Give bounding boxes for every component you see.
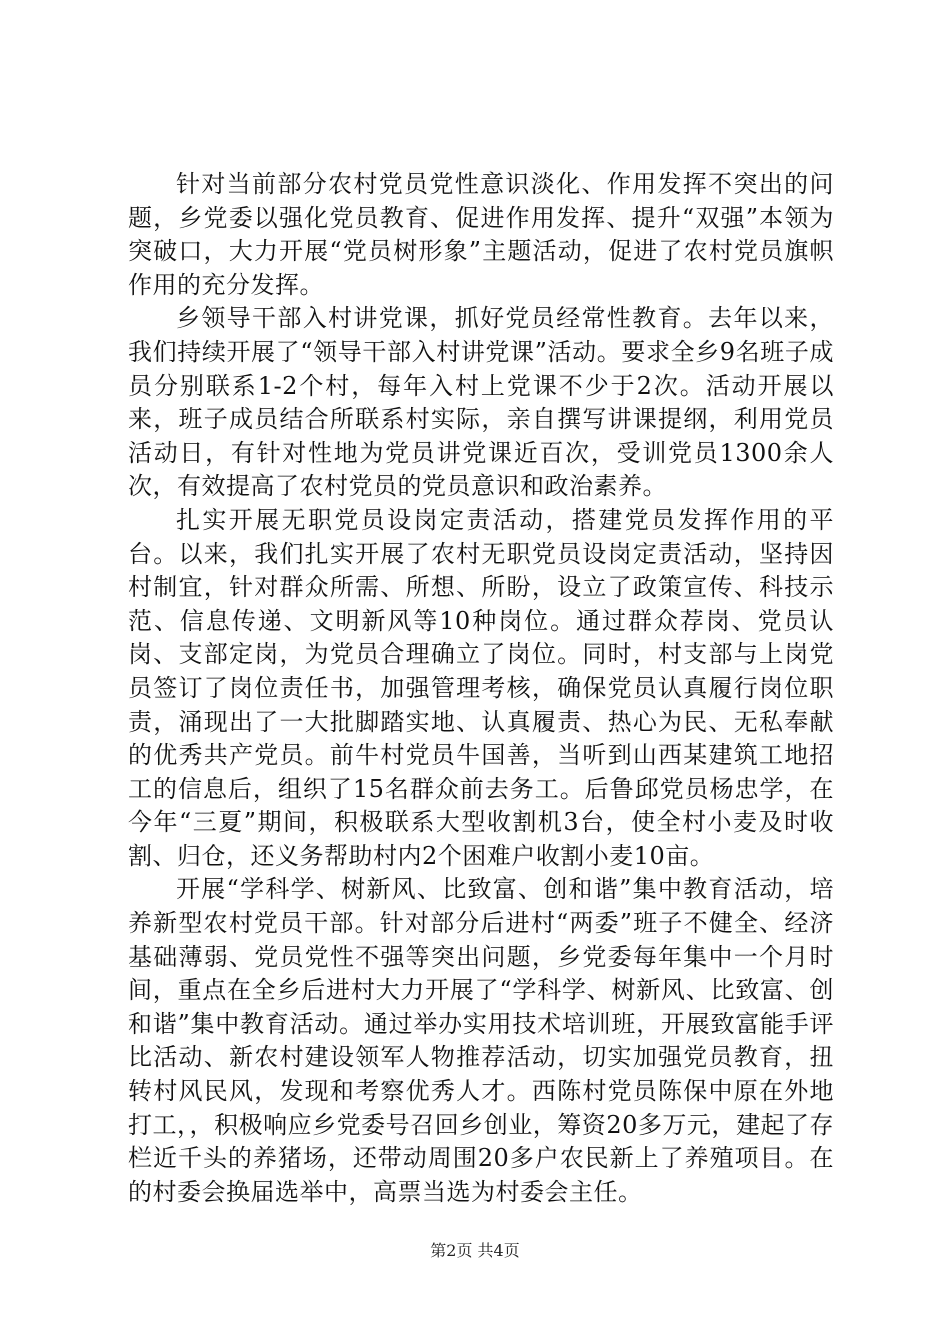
paragraph-post-responsibility: 扎实开展无职党员设岗定责活动，搭建党员发挥作用的平台。以来，我们扎实开展了农村无职党员设岗定责活动，坚持因村制宜，针对群众所需、所想、所盼，设立了政策宣传、科技示范、信息传递、文明新风等10种岗位。通过群众荐岗、党员认岗、支部定岗，为党员合理确立了岗位。同时，村支部与上岗党员签订了岗位责任书，加强管理考核，确保党员认真履行岗位职责，涌现出了一大批脚踏实地、认真履责、热心为民、无私奉献的优秀共产党员。前牛村党员牛国善，当听到山西某建筑工地招工的信息后，组织了15名群众前去务工。后鲁邱党员杨忠学，在今年“三夏”期间，积极联系大型收割机3台，使全村小麦及时收割、归仓，还义务帮助村内2个困难户收割小麦10亩。 [128, 505, 834, 870]
paragraph-intro: 针对当前部分农村党员党性意识淡化、作用发挥不突出的问题，乡党委以强化党员教育、促进作用发挥、提升“双强”本领为突破口，大力开展“党员树形象”主题活动，促进了农村党员旗帜作用的充分发挥。 [128, 170, 834, 299]
document-body [128, 168, 834, 1209]
paragraph-education-campaign: 开展“学科学、树新风、比致富、创和谐”集中教育活动，培养新型农村党员干部。针对部分后进村“两委”班子不健全、经济基础薄弱、党员党性不强等突出问题，乡党委每年集中一个月时间，重点在全乡后进村大力开展了“学科学、树新风、比致富、创和谐”集中教育活动。通过举办实用技术培训班，开展致富能手评比活动、新农村建设领军人物推荐活动，切实加强党员教育，扭转村风民风，发现和考察优秀人才。西陈村党员陈保中原在外地打工，，积极响应乡党委号召回乡创业，筹资20多万元，建起了存栏近千头的养猪场，还带动周围20多户农民新上了养殖项目。在的村委会换届选举中，高票当选为村委会主任。 [128, 875, 834, 1206]
page-number-footer: 第2页 共4页 [430, 1241, 520, 1260]
paragraph-party-lectures: 乡领导干部入村讲党课，抓好党员经常性教育。去年以来，我们持续开展了“领导干部入村讲党课”活动。要求全乡9名班子成员分别联系1-2个村，每年入村上党课不少于2次。活动开展以来，班子成员结合所联系村实际，亲自撰写讲课提纲，利用党员活动日，有针对性地为党员讲党课近百次，受训党员1300余人次，有效提高了农村党员的党员意识和政治素养。 [128, 304, 834, 501]
